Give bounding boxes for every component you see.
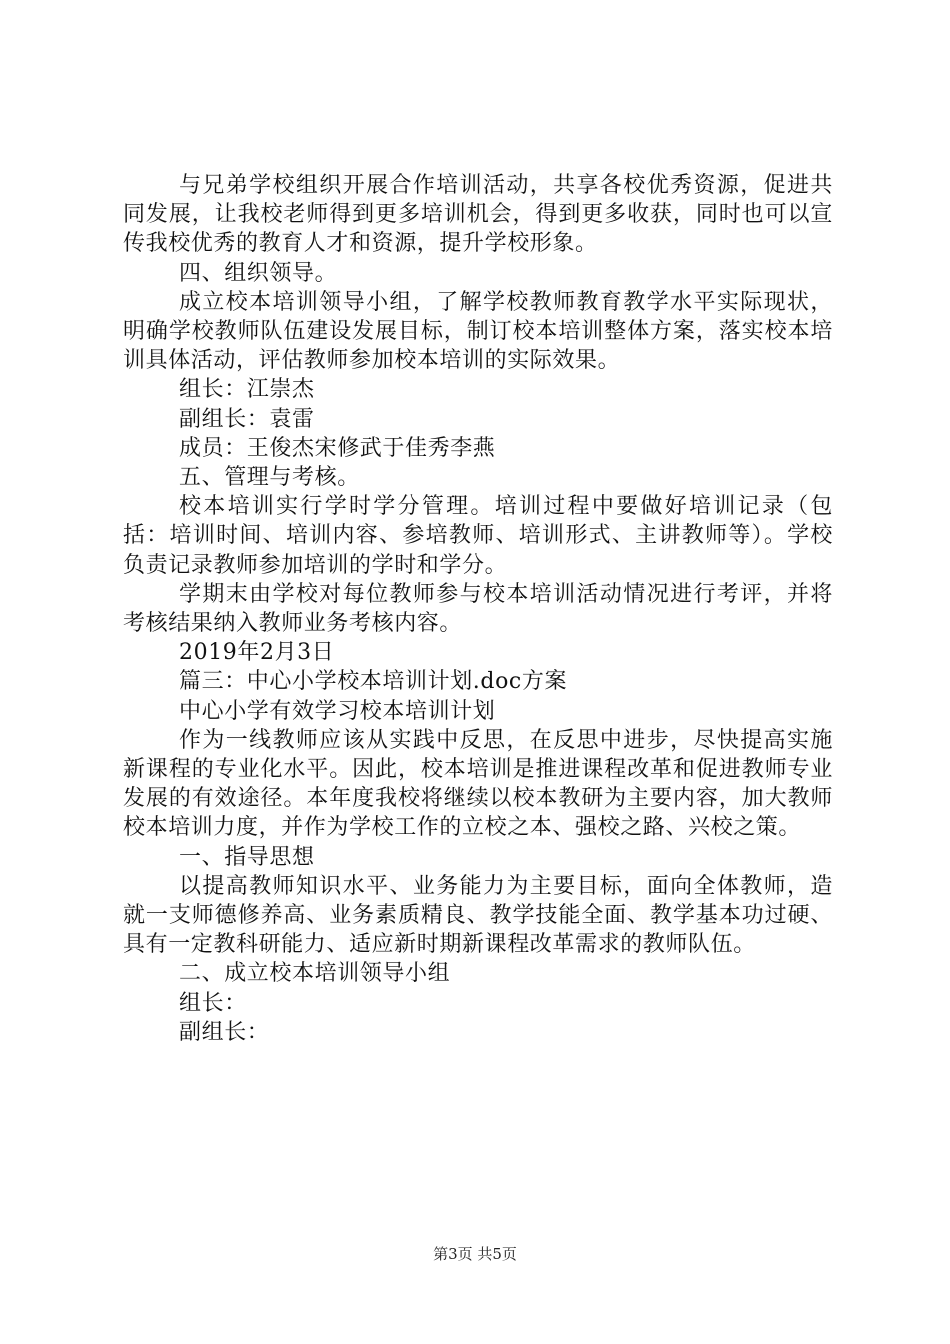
section-heading: 一、指导思想	[179, 844, 315, 870]
section-heading: 二、成立校本培训领导小组	[179, 961, 451, 987]
paragraph: 作为一线教师应该从实践中反思，在反思中进步，尽快提高实施新课程的专业化水平。因此，校本培训是推进课程改革和促进教师专业发展的有效途径。本年度我校将继续以校本教研为主要内容，加大教师校本培训力度，并作为学校工作的立校之本、强校之路、兴校之策。	[123, 727, 833, 841]
team-leader-line: 组长：江崇杰	[179, 377, 315, 403]
paragraph: 与兄弟学校组织开展合作培训活动，共享各校优秀资源，促进共同发展，让我校老师得到更多培训机会，得到更多收获，同时也可以宣传我校优秀的教育人才和资源，提升学校形象。	[123, 173, 833, 257]
deputy-leader-line: 副组长：袁雷	[179, 406, 315, 432]
chapter-title: 篇三：中心小学校本培训计划.doc方案	[179, 669, 568, 695]
paragraph: 成立校本培训领导小组，了解学校教师教育教学水平实际现状，明确学校教师队伍建设发展目标，制订校本培训整体方案，落实校本培训具体活动，评估教师参加校本培训的实际效果。	[123, 289, 833, 374]
section-heading: 五、管理与考核。	[179, 465, 360, 491]
deputy-leader-line: 副组长：	[179, 1019, 270, 1045]
page-number-footer: 第3页 共5页	[433, 1245, 517, 1263]
paragraph: 以提高教师知识水平、业务能力为主要目标，面向全体教师，造就一支师德修养高、业务素质精良、教学技能全面、教学基本功过硬、具有一定教科研能力、适应新时期新课程改革需求的教师队伍。	[123, 873, 833, 958]
team-leader-line: 组长：	[179, 990, 247, 1016]
members-line: 成员：王俊杰宋修武于佳秀李燕	[179, 435, 496, 461]
plan-title: 中心小学有效学习校本培训计划	[179, 698, 496, 724]
paragraph: 学期末由学校对每位教师参与校本培训活动情况进行考评，并将考核结果纳入教师业务考核内容。	[123, 581, 833, 637]
date-line: 2019年2月3日	[179, 640, 335, 666]
paragraph: 校本培训实行学时学分管理。培训过程中要做好培训记录（包括：培训时间、培训内容、参培教师、培训形式、主讲教师等）。学校负责记录教师参加培训的学时和学分。	[123, 494, 833, 578]
section-heading: 四、组织领导。	[179, 260, 338, 286]
document-body	[123, 171, 833, 1047]
